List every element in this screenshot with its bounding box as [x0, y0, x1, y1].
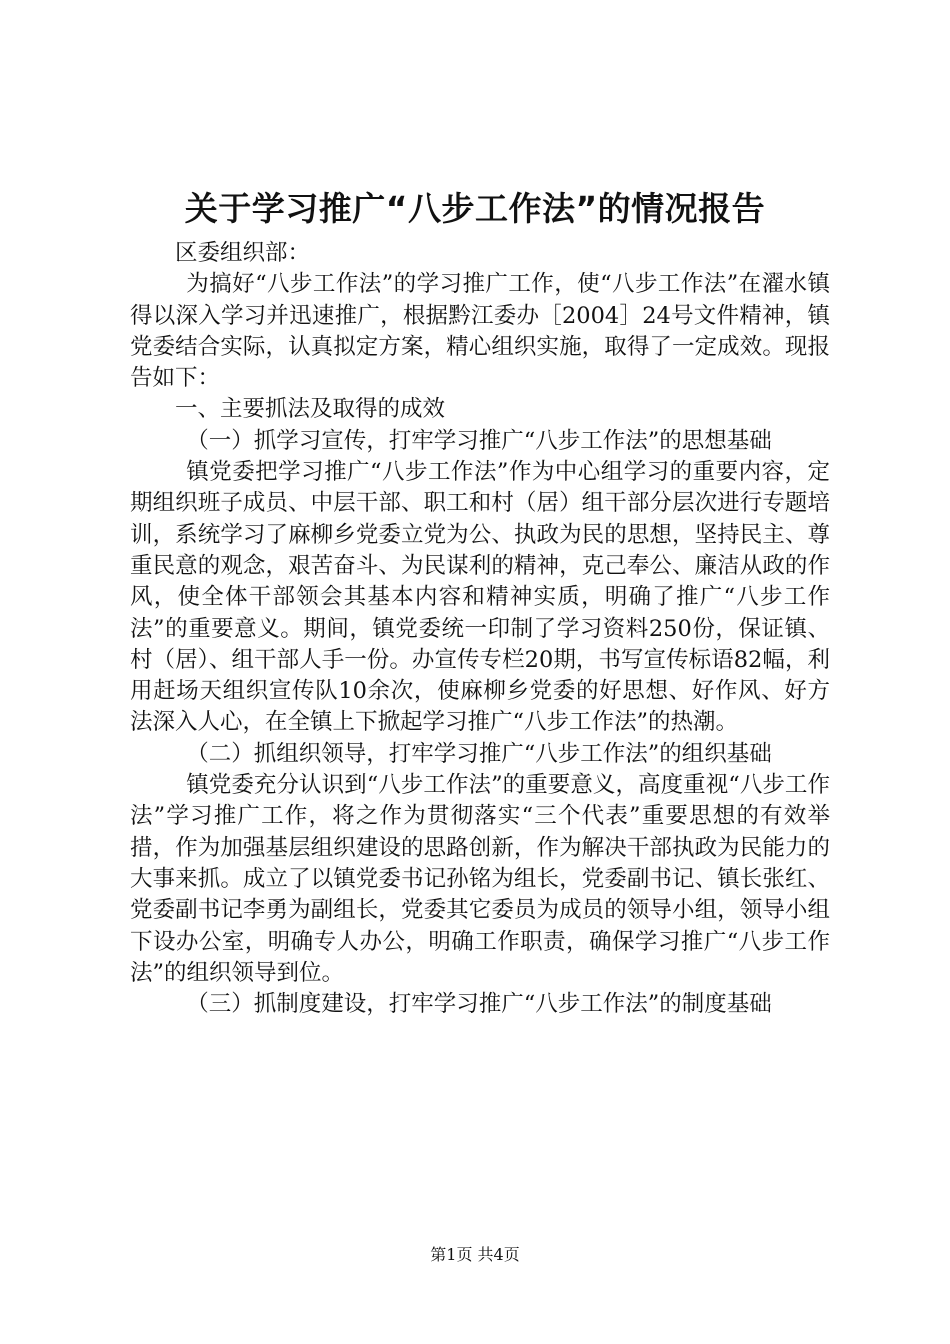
- paragraph-intro: 为搞好“八步工作法”的学习推广工作，使“八步工作法”在濯水镇得以深入学习并迅速推广，根据黔江委办［2004］24号文件精神，镇党委结合实际，认真拟定方案，精心组织实施，取得了一定成效。现报告如下：: [130, 271, 830, 392]
- section-heading-1: 一、主要抓法及取得的成效: [175, 396, 446, 423]
- paragraph-subsection-1: 镇党委把学习推广“八步工作法”作为中心组学习的重要内容，定期组织班子成员、中层干部、职工和村（居）组干部分层次进行专题培训，系统学习了麻柳乡党委立党为公、执政为民的思想，坚持民主、尊重民意的观念，艰苦奋斗、为民谋利的精神，克己奉公、廉洁从政的作风，使全体干部领会其基本内容和精神实质，明确了推广“八步工作法”的重要意义。期间，镇党委统一印制了学习资料250份，保证镇、村（居）、组干部人手一份。办宣传专栏20期，书写宣传标语82幅，利用赶场天组织宣传队10余次，使麻柳乡党委的好思想、好作风、好方法深入人心，在全镇上下掀起学习推广“八步工作法”的热潮。: [130, 459, 830, 736]
- subsection-heading-3: （三）抓制度建设，打牢学习推广“八步工作法”的制度基础: [186, 991, 772, 1018]
- paragraph-subsection-2: 镇党委充分认识到“八步工作法”的重要意义，高度重视“八步工作法”学习推广工作，将之作为贯彻落实“三个代表”重要思想的有效举措，作为加强基层组织建设的思路创新，作为解决干部执政为民能力的大事来抓。成立了以镇党委书记孙铭为组长，党委副书记、镇长张红、党委副书记李勇为副组长，党委其它委员为成员的领导小组，领导小组下设办公室，明确专人办公，明确工作职责，确保学习推广“八步工作法”的组织领导到位。: [130, 772, 830, 986]
- page-number-footer: 第1页 共4页: [430, 1245, 520, 1264]
- subsection-heading-2: （二）抓组织领导，打牢学习推广“八步工作法”的组织基础: [186, 740, 772, 767]
- salutation: 区委组织部：: [175, 240, 311, 266]
- document-body: [130, 238, 830, 1020]
- subsection-heading-1: （一）抓学习宣传，打牢学习推广“八步工作法”的思想基础: [186, 427, 772, 454]
- document-title: 关于学习推广“八步工作法”的情况报告: [184, 189, 766, 228]
